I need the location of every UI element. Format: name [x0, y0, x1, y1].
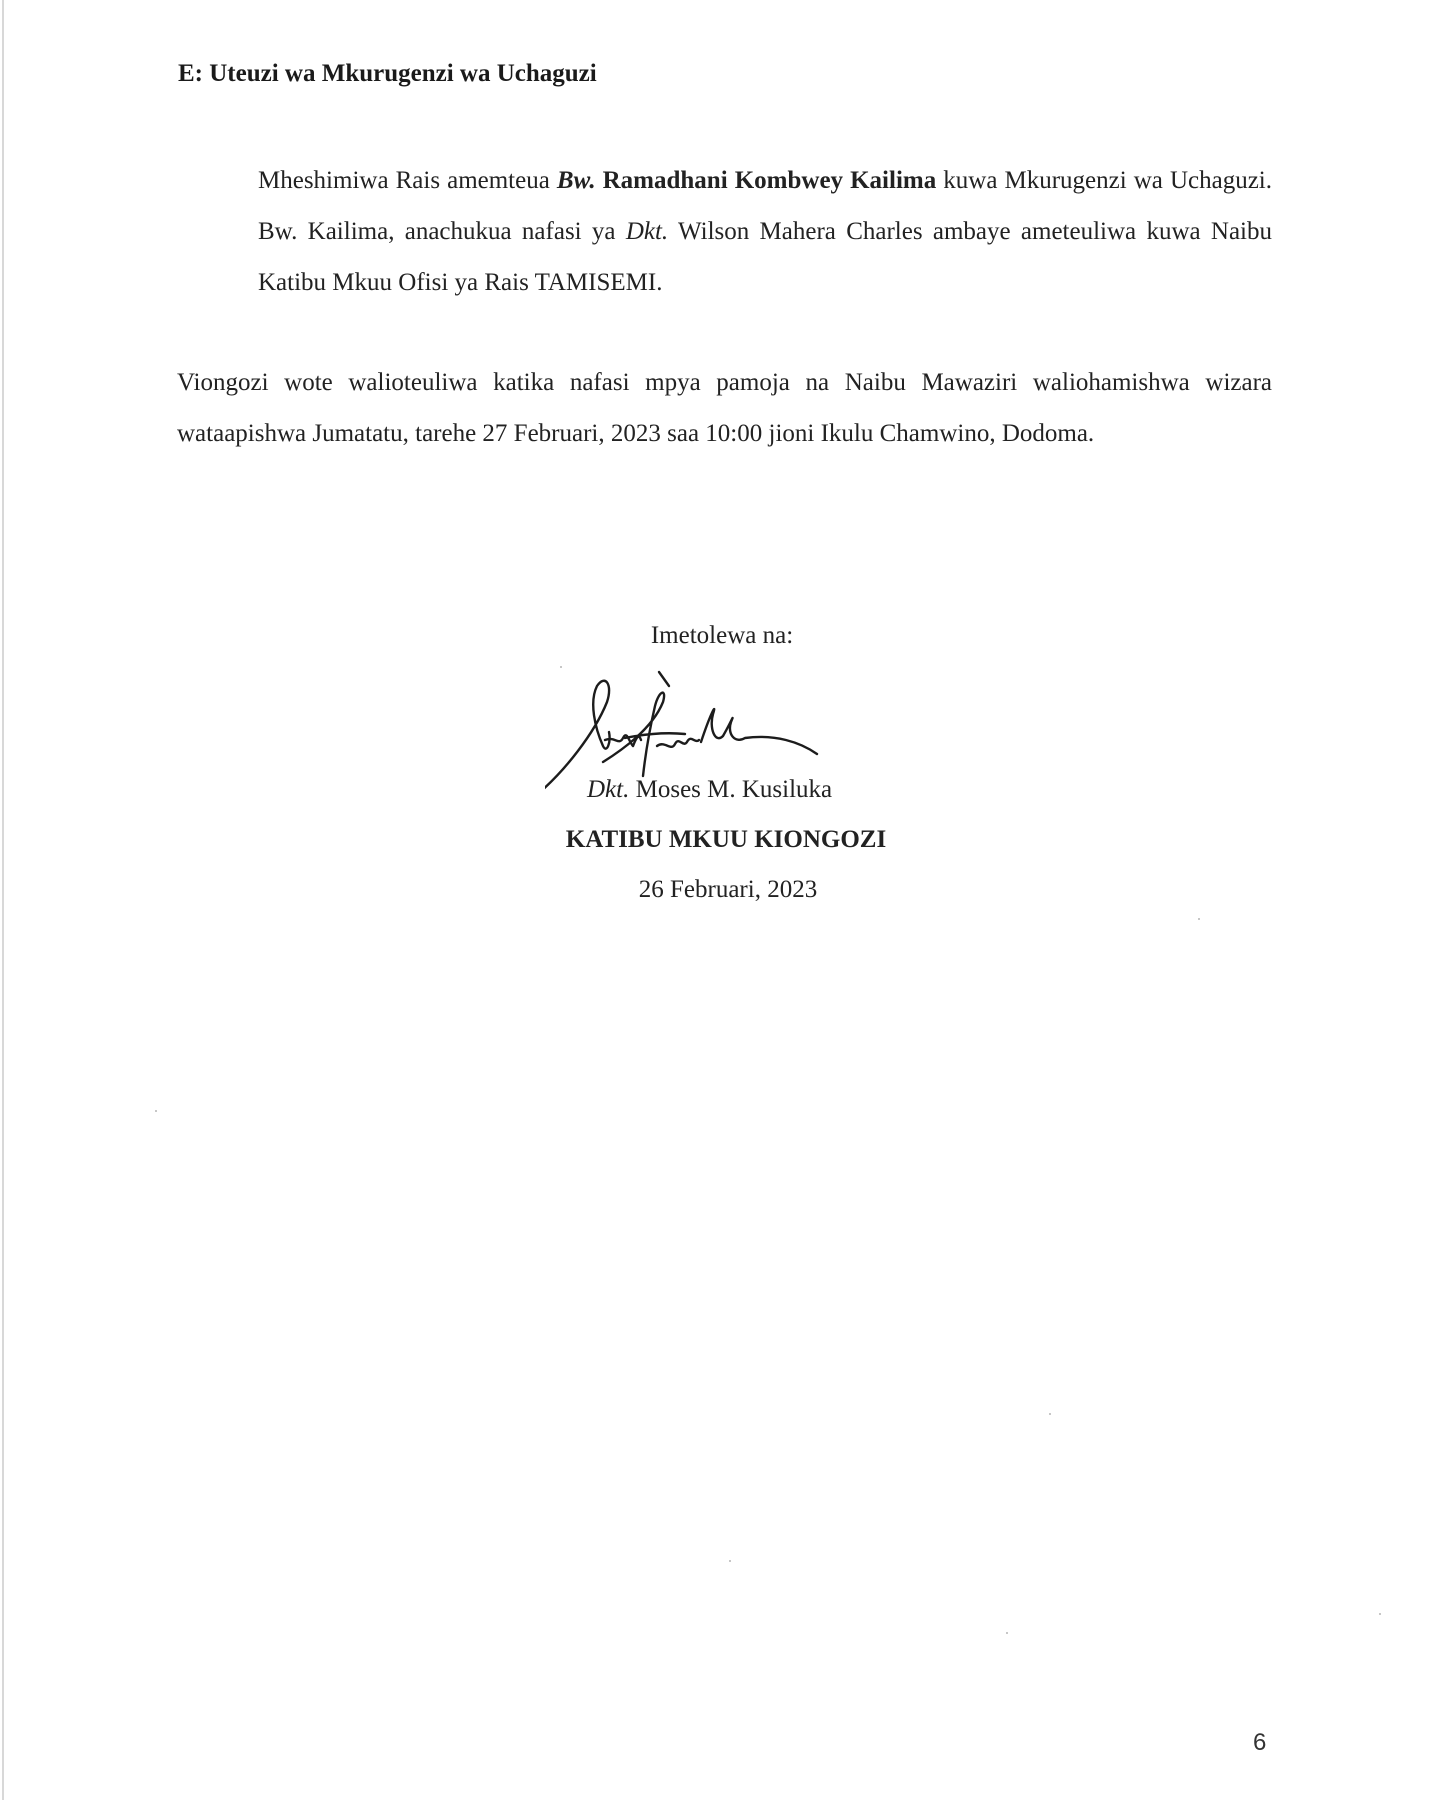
- appointee-name: Ramadhani Kombwey Kailima: [602, 167, 937, 194]
- signer-position: KATIBU MKUU KIONGOZI: [565, 826, 887, 853]
- paragraph1-text-a: Mheshimiwa Rais amemteua: [258, 167, 557, 194]
- issued-by-label: Imetolewa na:: [650, 622, 794, 649]
- signer-name: [587, 776, 832, 804]
- page-left-edge: [2, 0, 4, 1800]
- title-dkt: Dkt.: [625, 218, 669, 245]
- issue-date: 26 Februari, 2023: [638, 876, 818, 903]
- page-number: 6: [1253, 1729, 1267, 1756]
- scan-speck: [560, 666, 562, 668]
- scan-speck: [1379, 1613, 1381, 1615]
- appointment-paragraph: [258, 155, 1272, 308]
- scan-speck: [729, 1560, 731, 1562]
- swearing-in-paragraph: Viongozi wote walioteuliwa katika nafasi mpya pamoja na Naibu Mawaziri waliohamishwa wizara wataapishwa Jumatatu, tarehe 27 Februari, 2023 saa 10:00 jioni Ikulu Chamwino, Dodoma.: [177, 369, 1272, 447]
- scan-speck: [1198, 918, 1200, 920]
- section-heading: E: Uteuzi wa Mkurugenzi wa Uchaguzi: [178, 60, 597, 87]
- signer-title-prefix: Dkt.: [587, 776, 630, 803]
- signer-full-name: Moses M. Kusiluka: [629, 776, 833, 803]
- scan-speck: [1006, 1632, 1008, 1634]
- title-bw: Bw.: [556, 167, 596, 194]
- paragraph1-text-c: Wilson Mahera Charles ambaye ameteuliwa kuwa Naibu Katibu Mkuu Ofisi ya Rais TAMISEMI.: [258, 218, 1272, 296]
- paragraph1-text-b: kuwa Mkurugenzi wa Uchaguzi. Bw. Kailima, anachukua nafasi ya: [258, 167, 1272, 245]
- paragraph1-space: [596, 167, 603, 194]
- scan-speck: [155, 1110, 157, 1112]
- scan-speck: [1049, 1413, 1051, 1415]
